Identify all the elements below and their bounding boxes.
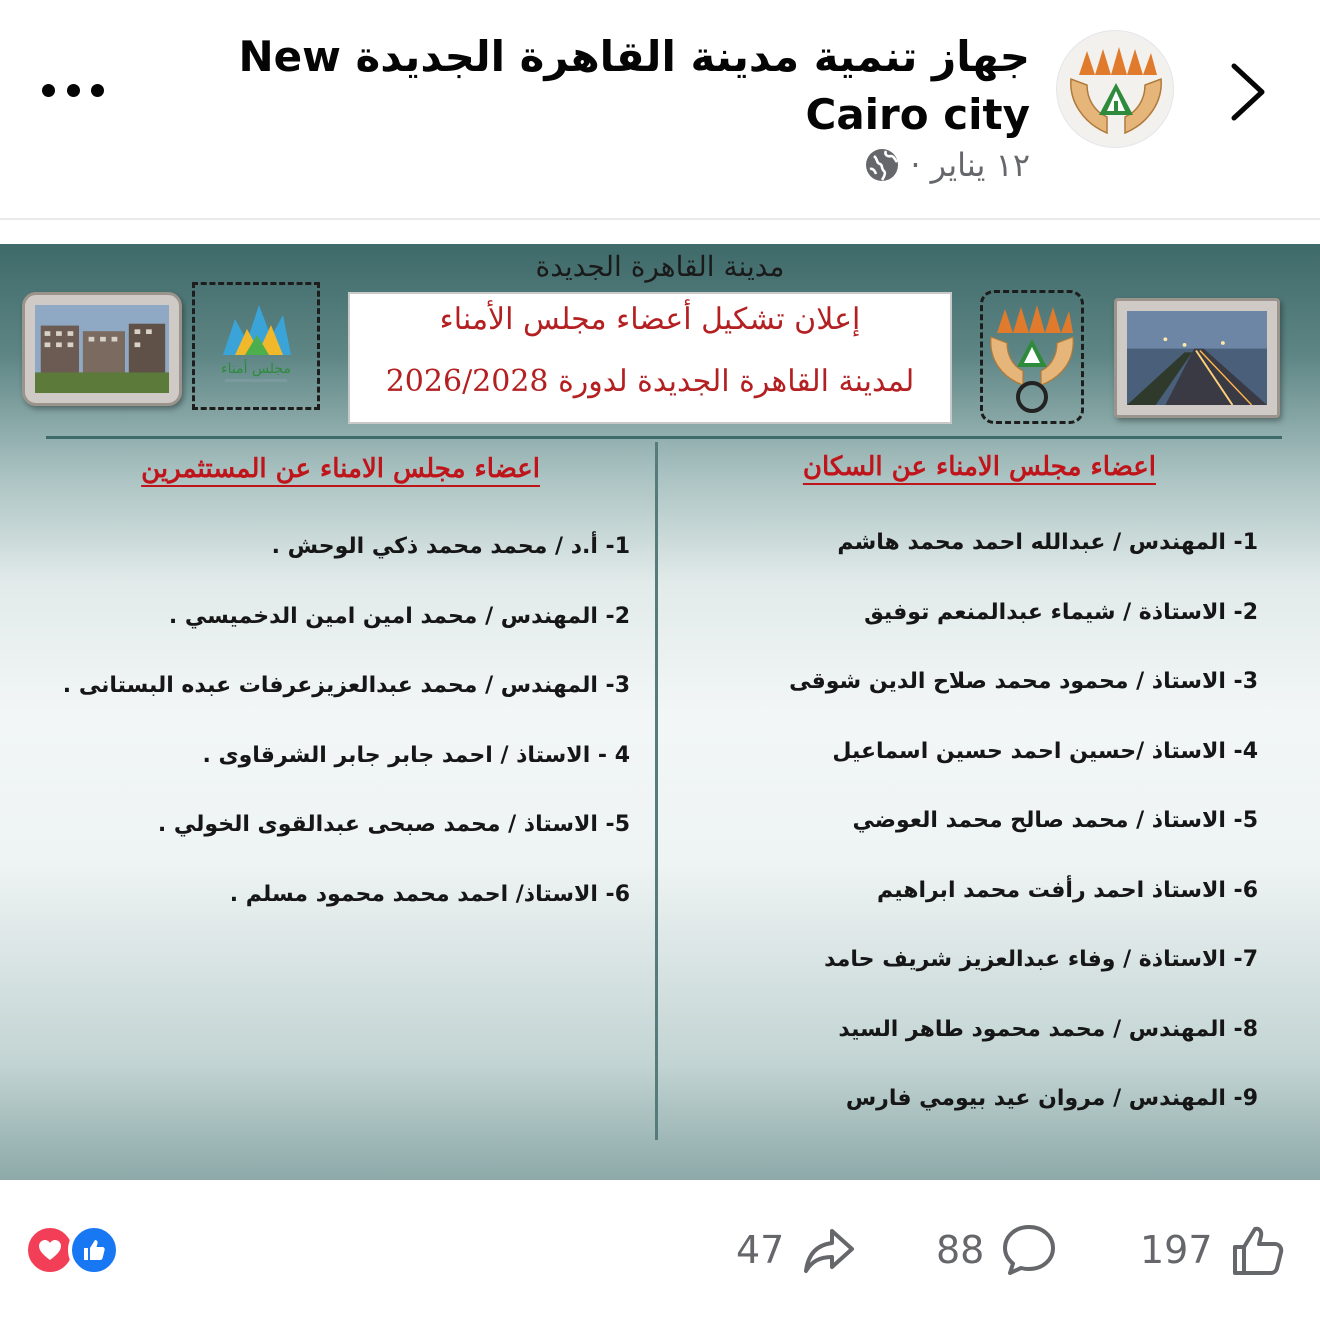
highway-image [1127, 311, 1267, 405]
new-cairo-logo-icon [1057, 31, 1174, 148]
authority-logo-icon [983, 293, 1081, 421]
list-item: 3- المهندس / محمد عبدالعزيزعرفات عبده البستانى . [62, 673, 630, 698]
comment-button[interactable] [936, 1220, 1058, 1280]
comment-count: 88 [936, 1228, 985, 1272]
list-item: 9- المهندس / مروان عيد بيومي فارس [845, 1086, 1258, 1111]
trustees-logo-icon [195, 285, 317, 407]
more-dot [91, 84, 104, 97]
page-name-link[interactable]: جهاز تنمية مدينة القاهرة الجديدة New Cairo city [238, 32, 1030, 139]
list-item: 5- الاستاذ / محمد صبحى عبدالقوى الخولي . [157, 812, 630, 837]
list-item: 4- الاستاذ /حسين احمد حسين اسماعيل [832, 738, 1258, 764]
like-count: 197 [1140, 1228, 1213, 1272]
announcement-title-box [348, 292, 952, 424]
development-authority-logo [980, 290, 1084, 424]
chevron-right-icon[interactable] [1226, 60, 1270, 124]
like-icon [68, 1224, 120, 1276]
investors-list [30, 534, 630, 951]
residents-list [738, 530, 1258, 1156]
list-item: 5- الاستاذ / محمد صالح محمد العوضي [852, 808, 1258, 833]
list-item: 3- الاستاذ / محمود محمد صلاح الدين شوقى [789, 669, 1258, 694]
buildings-photo [22, 292, 182, 406]
share-count: 47 [736, 1228, 785, 1272]
column-divider [655, 442, 658, 1140]
post-date[interactable]: ١٢ يناير [930, 146, 1030, 184]
more-dot [42, 84, 55, 97]
buildings-image [35, 305, 169, 393]
list-item: 8- المهندس / محمد محمود طاهر السيد [838, 1016, 1258, 1042]
post-footer [0, 1180, 1320, 1320]
trustees-logo-text: مجلس أمناء [221, 361, 291, 377]
investors-heading: اعضاء مجلس الامناء عن المستثمرين [141, 454, 540, 484]
more-options-button[interactable] [38, 70, 108, 110]
reactions-summary[interactable] [24, 1224, 124, 1276]
globe-icon[interactable] [864, 147, 900, 183]
residents-heading: اعضاء مجلس الامناء عن السكان [802, 452, 1156, 482]
list-item: 1- المهندس / عبدالله احمد محمد هاشم [837, 530, 1258, 555]
share-button[interactable] [736, 1220, 858, 1280]
like-button[interactable] [1140, 1220, 1287, 1280]
list-item: 6- الاستاذ/ احمد محمد محمود مسلم . [229, 881, 630, 907]
section-divider [46, 436, 1282, 439]
page-avatar[interactable] [1056, 30, 1174, 148]
announcement-subtitle: لمدينة القاهرة الجديدة لدورة 2026/2028 [385, 364, 915, 399]
list-item: 1- أ.د / محمد محمد ذكي الوحش . [271, 534, 630, 559]
share-icon [800, 1221, 858, 1279]
post-header [0, 0, 1320, 220]
post-meta [864, 146, 1030, 184]
more-dot [67, 84, 80, 97]
announcement-title: إعلان تشكيل أعضاء مجلس الأمناء [439, 302, 861, 337]
list-item: 4 - الاستاذ / احمد جابر جابر الشرقاوى . [202, 742, 630, 768]
highway-photo [1114, 298, 1280, 418]
trustees-council-logo [192, 282, 320, 410]
meta-separator: · [910, 146, 921, 184]
city-label: مدينة القاهرة الجديدة [535, 250, 785, 283]
thumbs-up-icon [1229, 1221, 1287, 1279]
list-item: 2- المهندس / محمد امين امين الدخميسي . [168, 603, 630, 629]
header-divider [0, 218, 1320, 220]
list-item: 2- الاستاذة / شيماء عبدالمنعم توفيق [864, 599, 1258, 625]
comment-icon [1000, 1221, 1058, 1279]
list-item: 6- الاستاذ احمد رأفت محمد ابراهيم [876, 877, 1258, 903]
list-item: 7- الاستاذة / وفاء عبدالعزيز شريف حامد [824, 947, 1258, 972]
